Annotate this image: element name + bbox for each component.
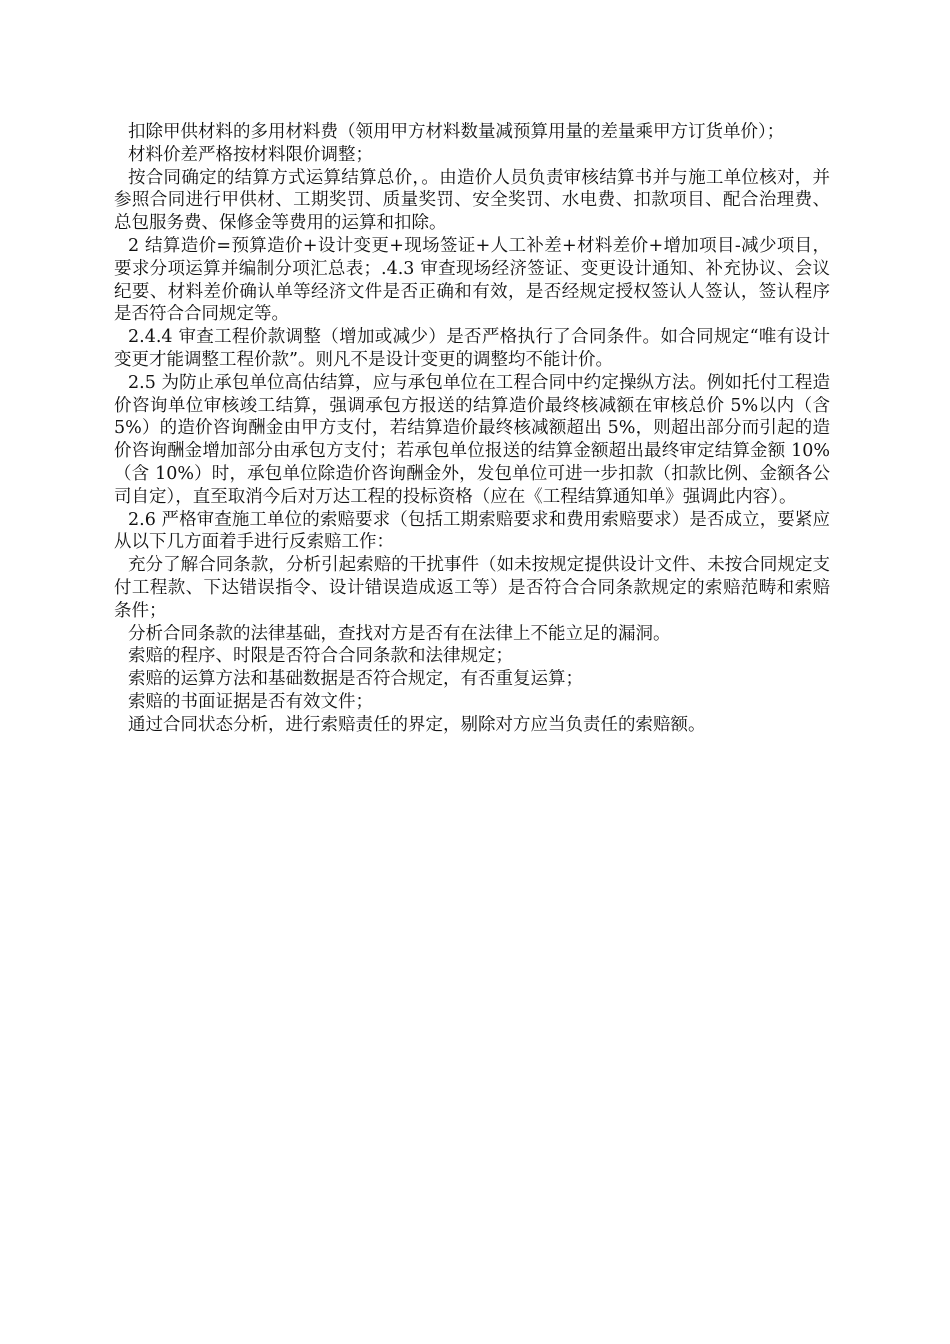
paragraph-2-4-4: 2.4.4 审查工程价款调整（增加或减少）是否严格执行了合同条件。如合同规定“唯有设计变更才能调整工程价款”。则凡不是设计变更的调整均不能计价。 xyxy=(114,327,830,370)
document-body xyxy=(114,121,830,737)
paragraph-2-6: 2.6 严格审查施工单位的索赔要求（包括工期索赔要求和费用索赔要求）是否成立，要紧应从以下几方面着手进行反索赔工作： xyxy=(114,509,830,553)
paragraph-material-price-diff: 材料价差严格按材料限价调整； xyxy=(128,144,373,165)
paragraph-claim-procedure: 索赔的程序、时限是否符合合同条款和法律规定； xyxy=(128,646,513,667)
paragraph-claim-evidence: 索赔的书面证据是否有效文件； xyxy=(128,691,373,712)
paragraph-settlement-cost-formula: 2 结算造价=预算造价+设计变更+现场签证+人工补差+材料差价+增加项目-减少项目，要求分项运算并编制分项汇总表；.4.3 审查现场经济签证、变更设计通知、补充协议、会议纪要、材料差价确认单等经济文件是否正确和有效，是否经规定授权签认人签认，签认程序是否符合合同规定等。 xyxy=(114,235,830,325)
paragraph-2-5: 2.5 为防止承包单位高估结算，应与承包单位在工程合同中约定操纵方法。例如托付工程造价咨询单位审核竣工结算，强调承包方报送的结算造价最终核减额在审核总价 5%以内（含 5%）的造价咨询酬金由甲方支付，若结算造价最终核减额超出 5%，则超出部分而引起的造价咨询酬金增加部分由承包方支付；若承包单位报送的结算金额超出最终审定结算金额 10%（含 10%）时，承包单位除造价咨询酬金外，发包单位可进一步扣款（扣款比例、金额各公司自定），直至取消今后对万达工程的投标资格（应在《工程结算通知单》强调此内容）。 xyxy=(114,372,830,507)
paragraph-contract-terms: 充分了解合同条款，分析引起索赔的干扰事件（如未按规定提供设计文件、未按合同规定支付工程款、下达错误指令、设计错误造成返工等）是否符合合同条款规定的索赔范畴和索赔条件； xyxy=(114,555,830,621)
paragraph-deduct-materials: 扣除甲供材料的多用材料费（领用甲方材料数量减预算用量的差量乘甲方订货单价）； xyxy=(128,122,785,142)
paragraph-legal-basis: 分析合同条款的法律基础，查找对方是否有在法律上不能立足的漏洞。 xyxy=(128,623,671,644)
paragraph-liability: 通过合同状态分析，进行索赔责任的界定，剔除对方应当负责任的索赔额。 xyxy=(128,714,706,735)
paragraph-claim-calculation: 索赔的运算方法和基础数据是否符合规定，有否重复运算； xyxy=(128,669,583,690)
paragraph-settlement-method: 按合同确定的结算方式运算结算总价，。由造价人员负责审核结算书并与施工单位核对，并参照合同进行甲供材、工期奖罚、质量奖罚、安全奖罚、水电费、扣款项目、配合治理费、总包服务费、保修金等费用的运算和扣除。 xyxy=(114,167,830,234)
